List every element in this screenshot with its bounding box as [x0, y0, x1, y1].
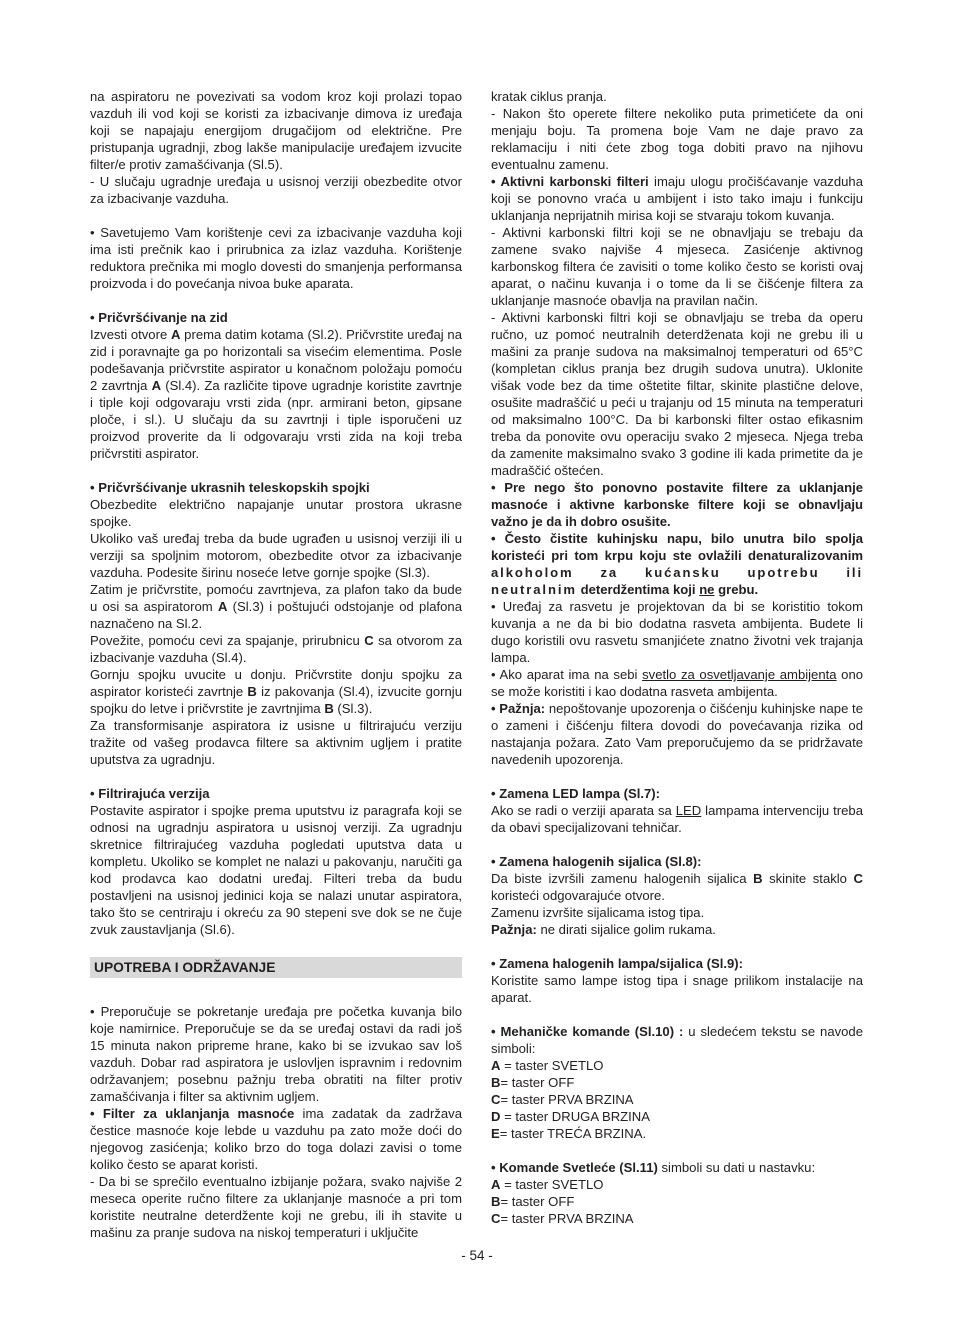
- paragraph: - Aktivni karbonski filtri koji se obnavljaju se treba da operu ručno, uz pomoć neutralnih deterdženata koji ne grebu ili u mašini za pranje sudova na maksimalnoj temperaturi od 65°C (kompletan ciklus pranja bez drugih sudova unutra). Uklonite višak vode bez da time oštetite filtar, skinite plastične delove, osušite madraščić u peći u trajanju od 15 minuta na temperaturi od maksimalno 100°C. Da bi karbonski filter ostao efikasnim treba da ponovite ovu operaciju svako 2 mjeseca. Njega treba da zamenite maksimalno svako 3 godine ili kada primetite da je madraščić oštećen.: [491, 310, 863, 478]
- list-item: C= taster PRVA BRZINA: [491, 1092, 634, 1107]
- list-item: A = taster SVETLO: [491, 1058, 604, 1073]
- section-title: UPOTREBA I ODRŽAVANJE: [90, 957, 462, 978]
- paragraph: Pažnja: ne dirati sijalice golim rukama.: [491, 922, 716, 937]
- list-item: A = taster SVETLO: [491, 1177, 604, 1192]
- paragraph: Da biste izvršili zamenu halogenih sijalica B skinite staklo C koristeći odgovarajuće otvore.: [491, 871, 863, 903]
- list-item: C= taster PRVA BRZINA: [491, 1211, 634, 1226]
- paragraph: Ako se radi o verziji aparata sa LED lampama intervenciju treba da obavi specijalizovani tehničar.: [491, 803, 863, 835]
- paragraph: Zamenu izvršite sijalicama istog tipa.: [491, 905, 705, 920]
- paragraph: - Aktivni karbonski filtri koji se ne obnavljaju se trebaju da zamene svako najviše 4 mjeseca. Zasićenje aktivnog karbonskog filtera će zavisiti o tome koliko često se koristi ovaj aparat, o načinu kuvanja i o tome da li se čišćenje filtera za uklanjanje masnoće obavlja na pravilan način.: [491, 225, 863, 308]
- paragraph: • Ako aparat ima na sebi svetlo za osvetljavanje ambijenta ono se može koristiti i kao dodatna rasveta ambijenta.: [491, 667, 864, 699]
- halogen-heading: • Zamena halogenih sijalica (Sl.8):: [491, 854, 702, 869]
- paragraph: • Filter za uklanjanja masnoće ima zadatak da zadržava čestice masnoće koje lebde u vazduhu pa zato može doći do njegovog zasićenja; koliko brzo do toga dolazi zavisi o tome koliko često se aparat koristi.: [90, 1106, 462, 1172]
- paragraph: • Aktivni karbonski filteri imaju ulogu pročišćavanje vazduha koji se ponovno vraća u ambijent i isto tako imaju i funkciju uklanjanja neprijatnih mirisa koji se stvaraju tokom kuvanja.: [491, 174, 863, 223]
- paragraph: Zatim je pričvrstite, pomoću zavrtnjeva, za plafon tako da bude u osi sa aspiratorom A (Sl.3) i poštujući odstojanje od plafona naznačeno na Sl.2.: [90, 582, 462, 631]
- paragraph: Povežite, pomoću cevi za spajanje, prirubnicu C sa otvorom za izbacivanje vazduha (Sl.4).: [90, 633, 462, 665]
- warning-paragraph: • Pre nego što ponovno postavite filtere za uklanjanje masnoće i aktivne karbonske filtere koji se obnavljaju važno je da ih dobro osušite.: [491, 480, 863, 529]
- left-column: [90, 88, 462, 1241]
- paragraph: - Da bi se sprečilo eventualno izbijanje požara, svako najviše 2 meseca operite ručno filtere za uklanjanje masnoće a pri tom koristite neutralne deterdžente koji ne grebu, ili ih stavite u mašinu za pranje sudova na niskoj temperaturi i uključite: [90, 1174, 462, 1240]
- paragraph: Ukoliko vaš uređaj treba da bude ugrađen u usisnoj verziji ili u verziji sa spoljnim motorom, obezbedite otvor za izbacivanje vazduha. Podesite širinu noseće letve gornje spojke (Sl.3).: [90, 531, 462, 580]
- list-item: D = taster DRUGA BRZINA: [491, 1109, 650, 1124]
- glow-controls-heading: • Komande Svetleće (Sl.11) simboli su dati u nastavku:: [491, 1160, 816, 1175]
- page-number: - 54 -: [461, 1248, 493, 1263]
- list-item: B= taster OFF: [491, 1194, 575, 1209]
- right-column: [491, 88, 863, 1227]
- paragraph: Koristite samo lampe istog tipa i snage prilikom instalacije na aparat.: [491, 973, 863, 1005]
- warning-paragraph: • Često čistite kuhinjsku napu, bilo unutra bilo spolja koristeći pri tom krpu koju ste ovlažili denaturalizovanim alkoholom za kućansku upotrebu ili neutralnim deterdžentima koji ne grebu.: [491, 531, 863, 597]
- paragraph: Postavite aspirator i spojke prema uputstvu iz paragrafa koji se odnosi na ugradnju aspiratora u usisnoj verziji. Za ugradnju skretnice filtrirajućeg vazduha pogledati uputstva data u kompletu. Ukoliko se komplet ne nalazi u pakovanju, naručiti ga kod prodavca kao dodatni uređaj. Filteri treba da budu postavljeni na usisnoj jedinici koja se nalazi unutar aspiratora, tako što se centriraju i okreću za 90 stepeni sve dok se ne čuje zvuk zaustavljanja (Sl.6).: [90, 803, 462, 937]
- list-item: E= taster TREĆA BRZINA.: [491, 1126, 647, 1141]
- paragraph: kratak ciklus pranja.: [491, 89, 607, 104]
- paragraph: Obezbedite električno napajanje unutar prostora ukrasne spojke.: [90, 497, 462, 529]
- lamp-heading: • Zamena halogenih lampa/sijalica (Sl.9):: [491, 956, 743, 971]
- paragraph: • Preporučuje se pokretanje uređaja pre početka kuvanja bilo koje namirnice. Preporučuje se da se uređaj ostavi da radi još 15 minuta nakon pripreme hrane, kako bi se izvukao sav loš vazduh. Dobar rad aspiratora je uslovljen ispravnim i redovnim održavanjem; posebnu pažnju treba obratiti na filter protiv zamašćivanja i filter sa aktivnim ugljem.: [90, 1004, 462, 1104]
- paragraph: • Savetujemo Vam korištenje cevi za izbacivanje vazduha koji ima isti prečnik kao i prirubnica za izlaz vazduha. Korištenje reduktora prečnika mi moglo dovesti do smanjenja performansa proizvoda i do povećanja nivoa buke aparata.: [90, 225, 462, 291]
- wall-mounting-heading: • Pričvršćivanje na zid: [90, 310, 228, 325]
- paragraph: - Nakon što operete filtere nekoliko puta primetićete da oni menjaju boju. Ta promena boje Vam ne daje pravo za reklamaciju i niti ćete zbog toga dobiti pravo na njihovu eventualnu zamenu.: [491, 106, 863, 172]
- paragraph: Gornju spojku uvucite u donju. Pričvrstite donju spojku za aspirator koristeći zavrtnje B iz pakovanja (Sl.4), izvucite gornju spojku do letve i pričvrstite je zavrtnjima B (Sl.3).: [90, 667, 462, 716]
- paragraph: • Uređaj za rasvetu je projektovan da bi se koristitio tokom kuvanja a ne da bi bio dodatna rasveta ambijenta. Budete li dugo koristili ovu rasvetu smanjićete znatno životni vek trajanja lampa.: [491, 599, 863, 665]
- led-heading: • Zamena LED lampa (Sl.7):: [491, 786, 661, 801]
- list-item: B= taster OFF: [491, 1075, 575, 1090]
- mechanical-controls-heading: • Mehaničke komande (Sl.10) : u sledećem tekstu se navode simboli:: [491, 1024, 863, 1056]
- paragraph: • Pažnja: nepoštovanje upozorenja o čišćenju kuhinjske nape te o zameni i čišćenju filtera dovodi do povećavanja rizika od nastajanja požara. Zato Vam preporučujemo da se pridržavate navedenih upozorenja.: [491, 701, 863, 767]
- telescopic-heading: • Pričvršćivanje ukrasnih teleskopskih spojki: [90, 480, 370, 495]
- paragraph: Izvesti otvore A prema datim kotama (Sl.2). Pričvrstite uređaj na zid i poravnajte ga po horizontali sa visećim elementima. Posle podešavanja pričvrstite aspirator u konačnom položaju pomoću 2 zavrtnja A (Sl.4). Za različite tipove ugradnje koristite zavrtnje i tiple koji odgovaraju vrsti zida (npr. armirani beton, gipsane ploče, i sl.). U slučaju da su zavrtnji i tiple isporučeni uz proizvod proverite da li odgovaraju vrsti zida na koji treba pričvrstiti aspirator.: [90, 327, 462, 461]
- paragraph: Za transformisanje aspiratora iz usisne u filtrirajuću verziju tražite od vašeg prodavca filtere sa aktivnim ugljem i pratite uputstva za ugradnju.: [90, 718, 462, 767]
- filter-version-heading: • Filtrirajuća verzija: [90, 786, 210, 801]
- paragraph: - U slučaju ugradnje uređaja u usisnoj verziji obezbedite otvor za izbacivanje vazduha.: [90, 174, 462, 206]
- paragraph: na aspiratoru ne povezivati sa vodom kroz koji prolazi topao vazduh ili vod koji se koristi za izbacivanje dimova iz uređaja koji se napajaju energijom drugačijom od električne. Pre pristupanja ugradnji, zbog lakše manipulacije uređajem izvucite filter/e protiv zamašćivanja (Sl.5).: [90, 89, 462, 172]
